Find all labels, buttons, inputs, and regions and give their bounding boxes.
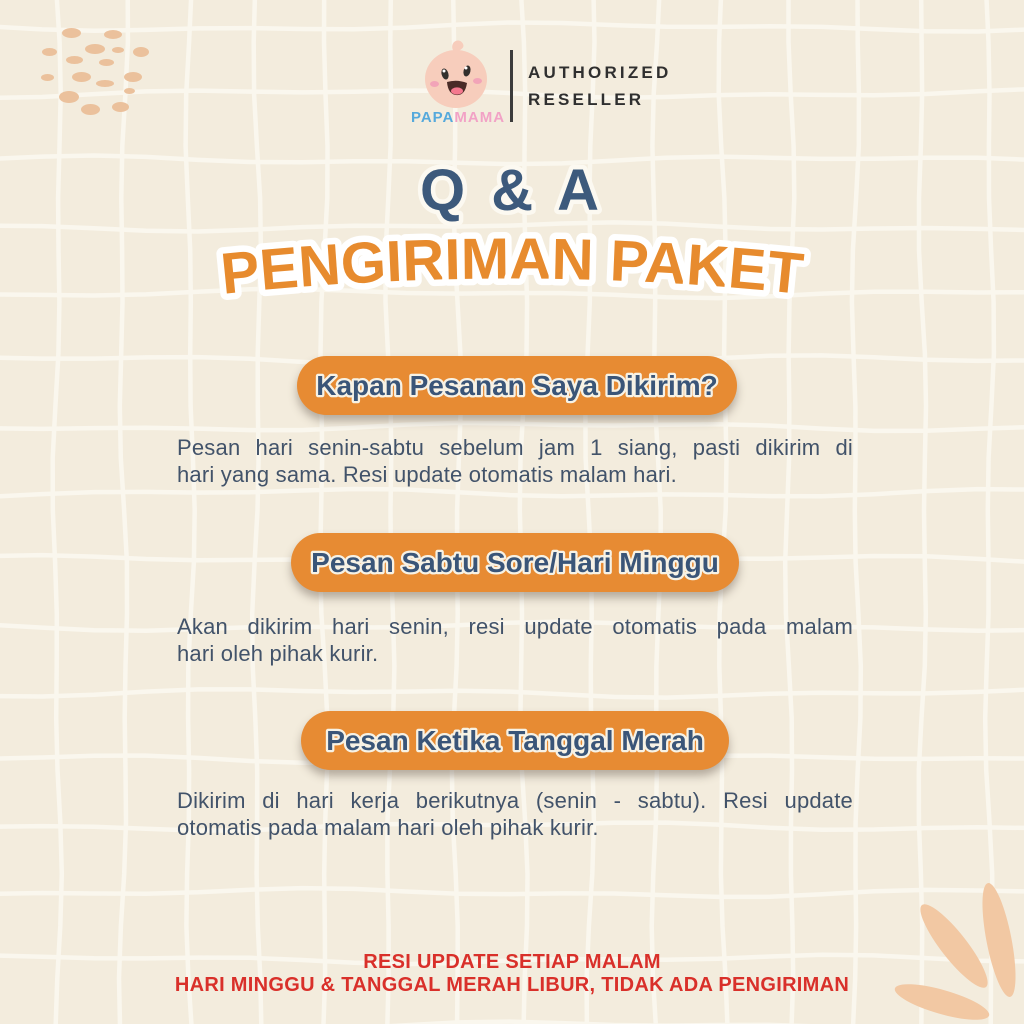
poster-subtitle [0, 226, 1024, 352]
footer-line2: HARI MINGGU & TANGGAL MERAH LIBUR, TIDAK ADA PENGIRIMAN [174, 974, 850, 996]
dot [62, 28, 81, 38]
qa-title [0, 146, 1024, 231]
authorized-reseller-label [528, 59, 671, 113]
brand-wordmark [397, 109, 519, 126]
dot [133, 47, 149, 57]
question-3-label: Pesan Ketika Tanggal Merah [326, 725, 704, 756]
dot [112, 102, 129, 112]
dot [124, 88, 135, 94]
dot [99, 59, 114, 66]
footer-line1: RESI UPDATE SETIAP MALAM [363, 951, 661, 973]
answer-1 [177, 434, 853, 488]
answer-3 [177, 787, 853, 841]
dot [85, 44, 105, 54]
dot [124, 72, 142, 82]
subtitle-text: PENGIRIMAN PAKET [217, 226, 807, 307]
footer-note [0, 951, 1024, 997]
answer-3-line2: otomatis pada malam hari oleh pihak kurir. [177, 815, 599, 840]
brand-mama: MAMA [454, 109, 506, 126]
brand-papa: PAPA [410, 109, 455, 126]
question-pill-3 [301, 711, 729, 770]
dot [72, 72, 91, 82]
dot [42, 48, 57, 56]
dot [59, 91, 79, 103]
question-1-label: Kapan Pesanan Saya Dikirim? [316, 370, 718, 401]
header-divider [510, 50, 513, 122]
leaves-decoration [854, 874, 1024, 1024]
authorized-line2: RESELLER [528, 90, 645, 109]
question-pill-2 [291, 533, 739, 592]
answer-2-line1: Akan dikirim hari senin, resi update otomatis pada malam [177, 614, 853, 639]
dot [112, 47, 124, 53]
answer-1-line1: Pesan hari senin-sabtu sebelum jam 1 siang, pasti dikirim di [177, 435, 853, 460]
question-pill-1 [297, 356, 737, 415]
dot [104, 30, 122, 39]
dot [41, 74, 54, 81]
dot [81, 104, 100, 115]
answer-2-line2: hari oleh pihak kurir. [177, 641, 379, 666]
dot [96, 80, 114, 87]
answer-3-line1: Dikirim di hari kerja berikutnya (senin - sabtu). Resi update [177, 788, 853, 813]
answer-2 [177, 613, 853, 667]
baby-face-icon [420, 38, 492, 110]
question-2-label: Pesan Sabtu Sore/Hari Minggu [311, 547, 719, 578]
answer-1-line2: hari yang sama. Resi update otomatis malam hari. [177, 462, 677, 487]
authorized-line1: AUTHORIZED [528, 63, 672, 82]
dot [66, 56, 83, 64]
qa-title-text: Q & A [420, 158, 604, 223]
